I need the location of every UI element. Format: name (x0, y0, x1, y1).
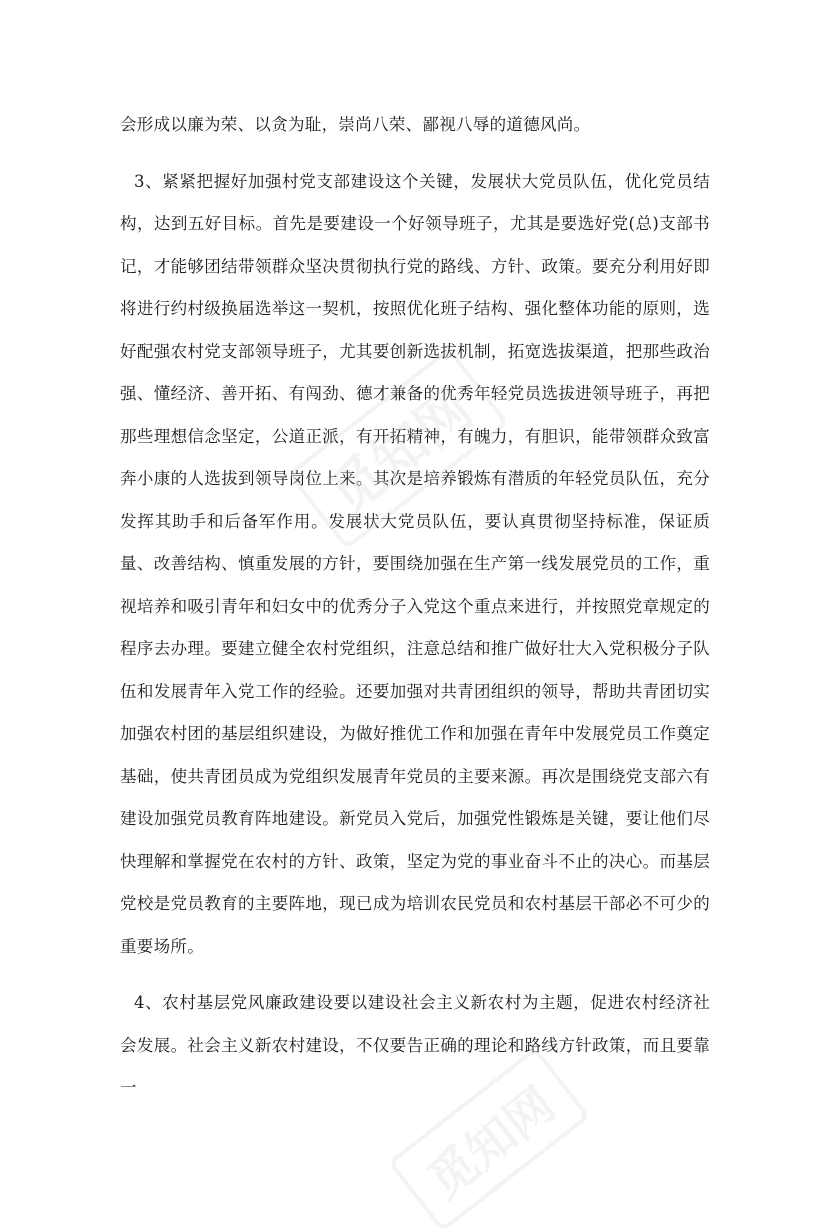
paragraph-item-4: 4、农村基层党风廉政建设要以建设社会主义新农村为主题，促进农村经济社会发展。社会主义新农村建设，不仅要告正确的理论和路线方针政策，而且要靠一 (120, 993, 710, 1097)
paragraph-continuation: 会形成以廉为荣、以贪为耻，崇尚八荣、鄙视八辱的道德风尚。 (120, 115, 591, 134)
watermark-logo: 觅知网 (287, 347, 509, 550)
paragraph-item-3: 3、紧紧把握好加强村党支部建设这个关键，发展状大党员队伍，优化党员结构，达到五好目标。首先是要建设一个好领导班子，尤其是要选好党(总)支部书记，才能够团结带领群众坚决贯彻执行党的路线、方针、政策。要充分利用好即将进行约村级换届选举这一契机，按照优化班子结构、强化整体功能的原则，选好配强农村党支部领导班子，尤其要创新选拔机制，拓宽选拔渠道，把那些政治强、懂经济、善开拓、有闯劲、德才兼备的优秀年轻党员选拔进领导班子，再把那些理想信念坚定，公道正派，有开拓精神，有魄力，有胆识，能带领群众致富奔小康的人选拔到领导岗位上来。其次是培养锻炼有潜质的年轻党员队伍，充分发挥其助手和后备军作用。发展状大党员队伍，要认真贯彻坚持标准，保证质量、改善结构、慎重发展的方针，要围绕加强在生产第一线发展党员的工作，重视培养和吸引青年和妇女中的优秀分子入党这个重点来进行，并按照党章规定的程序去办理。要建立健全农村党组织，注意总结和推广做好壮大入党积极分子队伍和发展青年入党工作的经验。还要加强对共青团组织的领导，帮助共青团切实加强农村团的基层组织建设，为做好推优工作和加强在青年中发展党员工作奠定基础，使共青团员成为党组织发展青年党员的主要来源。再次是围绕党支部六有建设加强党员教育阵地建设。新党员入党后，加强党性锻炼是关键，要让他们尽快理解和掌握党在农村的方针、政策，坚定为党的事业奋斗不止的决心。而基层党校是党员教育的主要阵地，现已成为培训农民党员和农村基层干部必不可少的重要场所。 (120, 171, 710, 956)
watermark-logo-bottom: 觅知网 (388, 1047, 591, 1232)
document-body (120, 104, 710, 1124)
